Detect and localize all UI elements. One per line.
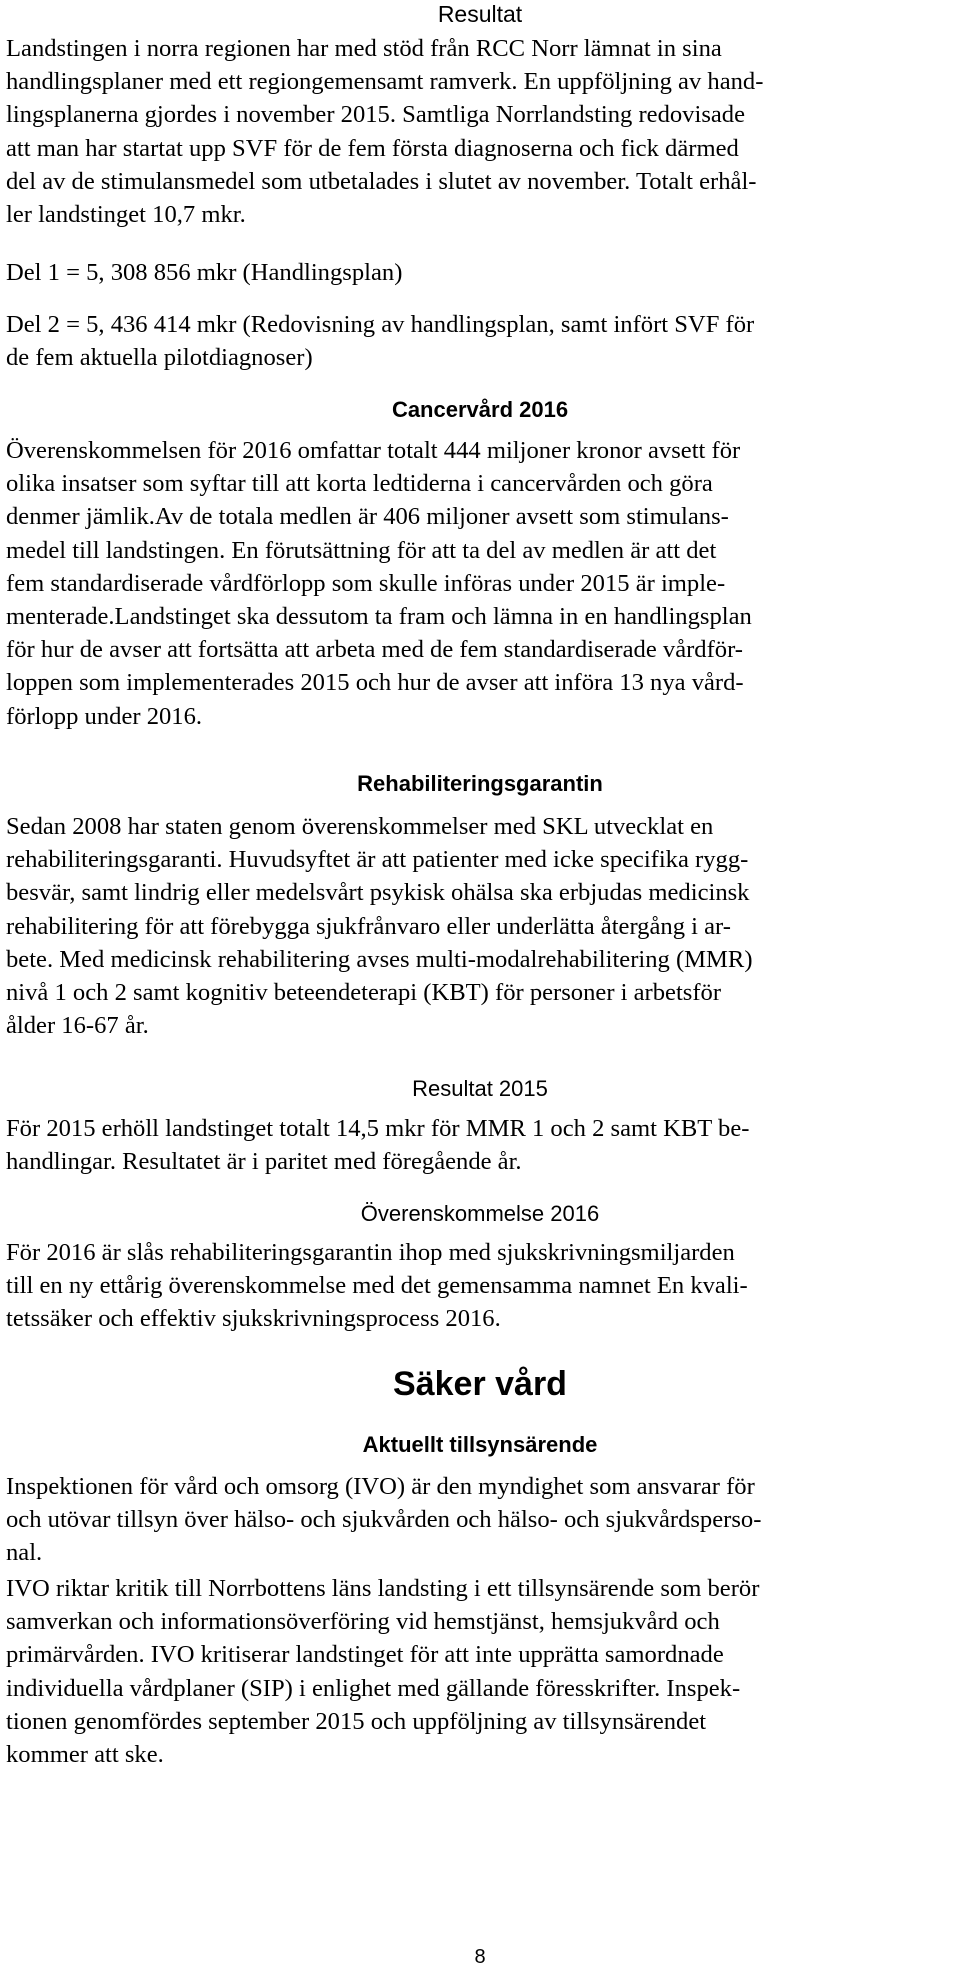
- paragraph-cancervard: [6, 434, 936, 733]
- text-line: Del 1 = 5, 308 856 mkr (Handlingsplan): [6, 259, 403, 286]
- text-line: Sedan 2008 har staten genom överenskommelser med SKL utvecklat en: [6, 813, 714, 840]
- paragraph-resultat: [6, 32, 936, 231]
- text-line: individuella vårdplaner (SIP) i enlighet med gällande föresskrifter. Inspek-: [6, 1674, 741, 1702]
- text-line: de fem aktuella pilotdiagnoser): [6, 344, 313, 372]
- text-line: bete. Med medicinsk rehabilitering avses multi-modalrehabilitering (MMR): [6, 945, 753, 973]
- text-line: rehabilitering för att förebygga sjukfrånvaro eller underlätta återgång i ar-: [6, 912, 731, 940]
- text-line: olika insatser som syftar till att korta ledtiderna i cancervården och göra: [6, 470, 713, 498]
- paragraph-resultat-2015: [6, 1112, 936, 1178]
- text-line: Del 2 = 5, 436 414 mkr (Redovisning av handlingsplan, samt infört SVF för: [6, 311, 755, 338]
- section-heading-resultat: Resultat: [437, 1, 523, 27]
- text-line: För 2016 är slås rehabiliteringsgarantin ihop med sjukskrivningsmiljarden: [6, 1239, 735, 1266]
- text-line: tetssäker och effektiv sjukskrivningsprocess 2016.: [6, 1305, 501, 1333]
- section-heading-resultat-2015: Resultat 2015: [412, 1076, 548, 1101]
- text-line: Landstingen i norra regionen har med stöd från RCC Norr lämnat in sina: [6, 35, 722, 62]
- text-line: nivå 1 och 2 samt kognitiv beteendeterapi (KBT) för personer i arbetsför: [6, 979, 722, 1007]
- paragraph-del2: [6, 308, 936, 374]
- text-line: fem standardiserade vårdförlopp som skulle införas under 2015 är imple-: [6, 569, 726, 597]
- text-line: handlingsplaner med ett regiongemensamt ramverk. En uppföljning av hand-: [6, 68, 764, 96]
- text-line: primärvården. IVO kritiserar landstinget för att inte upprätta samordnade: [6, 1641, 724, 1669]
- text-line: kommer att ske.: [6, 1741, 164, 1769]
- section-heading-cancervard: Cancervård 2016: [391, 397, 569, 422]
- paragraph-rehabiliteringsgarantin: [6, 810, 936, 1042]
- text-line: medel till landstingen. En förutsättning för att ta del av medlen är att det: [6, 536, 717, 564]
- text-line: för hur de avser att fortsätta att arbeta med de fem standardiserade vårdför-: [6, 636, 743, 664]
- text-line: förlopp under 2016.: [6, 702, 203, 730]
- text-line: nal.: [6, 1539, 43, 1567]
- paragraph-tillsyn-1: [6, 1470, 936, 1570]
- text-line: denmer jämlik.Av de totala medlen är 406 miljoner avsett som stimulans-: [6, 503, 729, 531]
- paragraph-tillsyn-2: [6, 1572, 936, 1771]
- section-heading-overenskommelse-2016: Överenskommelse 2016: [360, 1201, 600, 1226]
- section-heading-rehabiliteringsgarantin: Rehabiliteringsgarantin: [357, 771, 603, 796]
- text-line: och utövar tillsyn över hälso- och sjukvården och hälso- och sjukvårdsperso-: [6, 1506, 762, 1534]
- text-line: handlingar. Resultatet är i paritet med föregående år.: [6, 1148, 522, 1176]
- text-line: lingsplanerna gjordes i november 2015. Samtliga Norrlandsting redovisade: [6, 101, 746, 129]
- text-line: till en ny ettårig överenskommelse med det gemensamma namnet En kvali-: [6, 1272, 748, 1300]
- text-line: besvär, samt lindrig eller medelsvårt psykisk ohälsa ska erbjudas medicinsk: [6, 879, 750, 907]
- page-number: 8: [474, 1946, 486, 1968]
- text-line: loppen som implementerades 2015 och hur de avser att införa 13 nya vård-: [6, 669, 744, 697]
- text-line: ålder 16-67 år.: [6, 1012, 149, 1040]
- section-heading-saker-vard: Säker vård: [393, 1365, 567, 1403]
- text-line: att man har startat upp SVF för de fem första diagnoserna och fick därmed: [6, 134, 739, 162]
- text-line: ler landstinget 10,7 mkr.: [6, 201, 246, 229]
- text-line: Överenskommelsen för 2016 omfattar totalt 444 miljoner kronor avsett för: [6, 437, 741, 464]
- text-line: del av de stimulansmedel som utbetalades i slutet av november. Totalt erhål-: [6, 167, 757, 195]
- text-line: IVO riktar kritik till Norrbottens läns landsting i ett tillsynsärende som berör: [6, 1575, 760, 1602]
- text-line: samverkan och informationsöverföring vid hemstjänst, hemsjukvård och: [6, 1608, 720, 1636]
- section-heading-aktuellt-tillsynsarende: Aktuellt tillsynsärende: [362, 1432, 598, 1457]
- paragraph-del1: [6, 256, 936, 289]
- paragraph-overenskommelse-2016: [6, 1236, 936, 1336]
- text-line: Inspektionen för vård och omsorg (IVO) är den myndighet som ansvarar för: [6, 1473, 755, 1500]
- text-line: tionen genomfördes september 2015 och uppföljning av tillsynsärendet: [6, 1707, 707, 1735]
- text-line: menterade.Landstinget ska dessutom ta fram och lämna in en handlingsplan: [6, 603, 752, 631]
- text-line: rehabiliteringsgaranti. Huvudsyftet är att patienter med icke specifika rygg-: [6, 846, 749, 874]
- text-line: För 2015 erhöll landstinget totalt 14,5 mkr för MMR 1 och 2 samt KBT be-: [6, 1115, 750, 1142]
